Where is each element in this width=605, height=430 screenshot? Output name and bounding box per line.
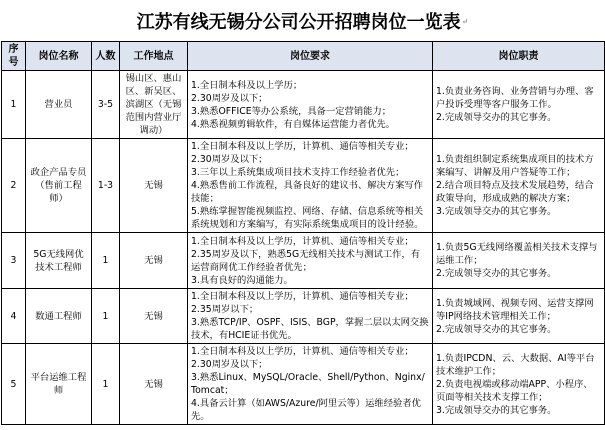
title-text: 江苏有线无锡分公司公开招聘岗位一览表: [136, 11, 461, 33]
cell-location: 无锡: [120, 289, 188, 344]
cell-requirements: 1.全日制本科及以上学历，计算机、通信等相关专业； 2.35周岁以下； 3.熟悉TCP/IP、OSPF、ISIS、BGP，掌握二层以太网交换技术，有HCIE证书优先。: [188, 289, 433, 344]
cell-requirements: 1.全日制本科及以上学历； 2.30周岁及以下； 3.熟悉OFFICE等办公系统，具备一定营销能力； 4.熟悉视频剪辑软件，有自媒体运营能力者优先。: [188, 71, 433, 139]
table-row: [2, 344, 605, 425]
table-row: [2, 139, 605, 233]
cell-count: 1: [92, 233, 120, 289]
cell-location: 锡山区、惠山区、新吴区、滨湖区（无锡范围内营业厅调动）: [120, 71, 188, 139]
cell-location: 无锡: [120, 344, 188, 425]
cell-duties: 1.负责5G无线网络覆盖相关技术支撑与运维工作； 2.完成领导交办的其它事务。: [433, 233, 605, 289]
cell-duties: 1.负责组织制定系统集成项目的技术方案编写、讲解及用户答疑等工作； 2.结合项目特点及技术发展趋势，结合政策导向，形成成熟的解决方案； 3.完成领导交办的其它事务。: [433, 139, 605, 233]
cell-no: 1: [2, 71, 26, 139]
document-title: [0, 0, 605, 41]
header-no: 序号: [2, 42, 26, 71]
paragraph-mark-icon: ↵: [461, 15, 469, 26]
cell-position: 平台运维工程师: [26, 344, 92, 425]
cell-position: 数通工程师: [26, 289, 92, 344]
cell-location: 无锡: [120, 139, 188, 233]
cell-count: 1: [92, 289, 120, 344]
header-position: 岗位名称: [26, 42, 92, 71]
cell-no: 2: [2, 139, 26, 233]
header-requirements: 岗位要求: [188, 42, 433, 71]
cell-position: 营业员: [26, 71, 92, 139]
table-row: [2, 71, 605, 139]
header-duties: 岗位职责: [433, 42, 605, 71]
positions-table: [1, 41, 605, 425]
table-header-row: [2, 42, 605, 71]
cell-no: 3: [2, 233, 26, 289]
header-count: 人数: [92, 42, 120, 71]
cell-count: 1-3: [92, 139, 120, 233]
cell-count: 3-5: [92, 71, 120, 139]
cell-position: 5G无线网优技术工程师: [26, 233, 92, 289]
cell-count: 1: [92, 344, 120, 425]
cell-duties: 1.负责IPCDN、云、大数据、AI等平台技术维护工作； 2.负责电视端或移动端APP、小程序、页面等相关技术支撑工作； 3.完成领导交办的其它事务。: [433, 344, 605, 425]
cell-duties: 1.负责业务咨询、业务营销与办理、客户投诉受理等客户服务工作。 2.完成领导交办的其它事务。: [433, 71, 605, 139]
table-row: [2, 289, 605, 344]
cell-position: 政企产品专员（售前工程师）: [26, 139, 92, 233]
cell-requirements: 1.全日制本科及以上学历，计算机、通信等相关专业； 2.30周岁及以下； 3.三年以上系统集成项目技术支持工作经验者优先； 4.熟悉售前工作流程，具备良好的建议书、解决方案写作技能； 5.熟练掌握智能视频监控、网络、存储、信息系统等相关系统规划和方案编写，有实际系统集成项目的设计经验。: [188, 139, 433, 233]
header-location: 工作地点: [120, 42, 188, 71]
cell-no: 5: [2, 344, 26, 425]
cell-requirements: 1.全日制本科及以上学历，计算机、通信等相关专业； 2.30周岁及以下； 3.熟悉Linux、MySQL/Oracle、Shell/Python、Nginx/Tomcat； 4.具备云计算（如AWS/Azure/阿里云等）运维经验者优先。: [188, 344, 433, 425]
table-row: [2, 233, 605, 289]
cell-no: 4: [2, 289, 26, 344]
cell-location: 无锡: [120, 233, 188, 289]
cell-requirements: 1.全日制本科及以上学历，计算机、通信等相关专业； 2.35周岁及以下，熟悉5G无线相关技术与测试工作，有运营商网优工作经验者优先； 3.具有良好的沟通能力。: [188, 233, 433, 289]
cell-duties: 1.负责城域网、视频专网、运营支撑网等IP网络技术管理相关工作； 2.完成领导交办的其它事务。: [433, 289, 605, 344]
